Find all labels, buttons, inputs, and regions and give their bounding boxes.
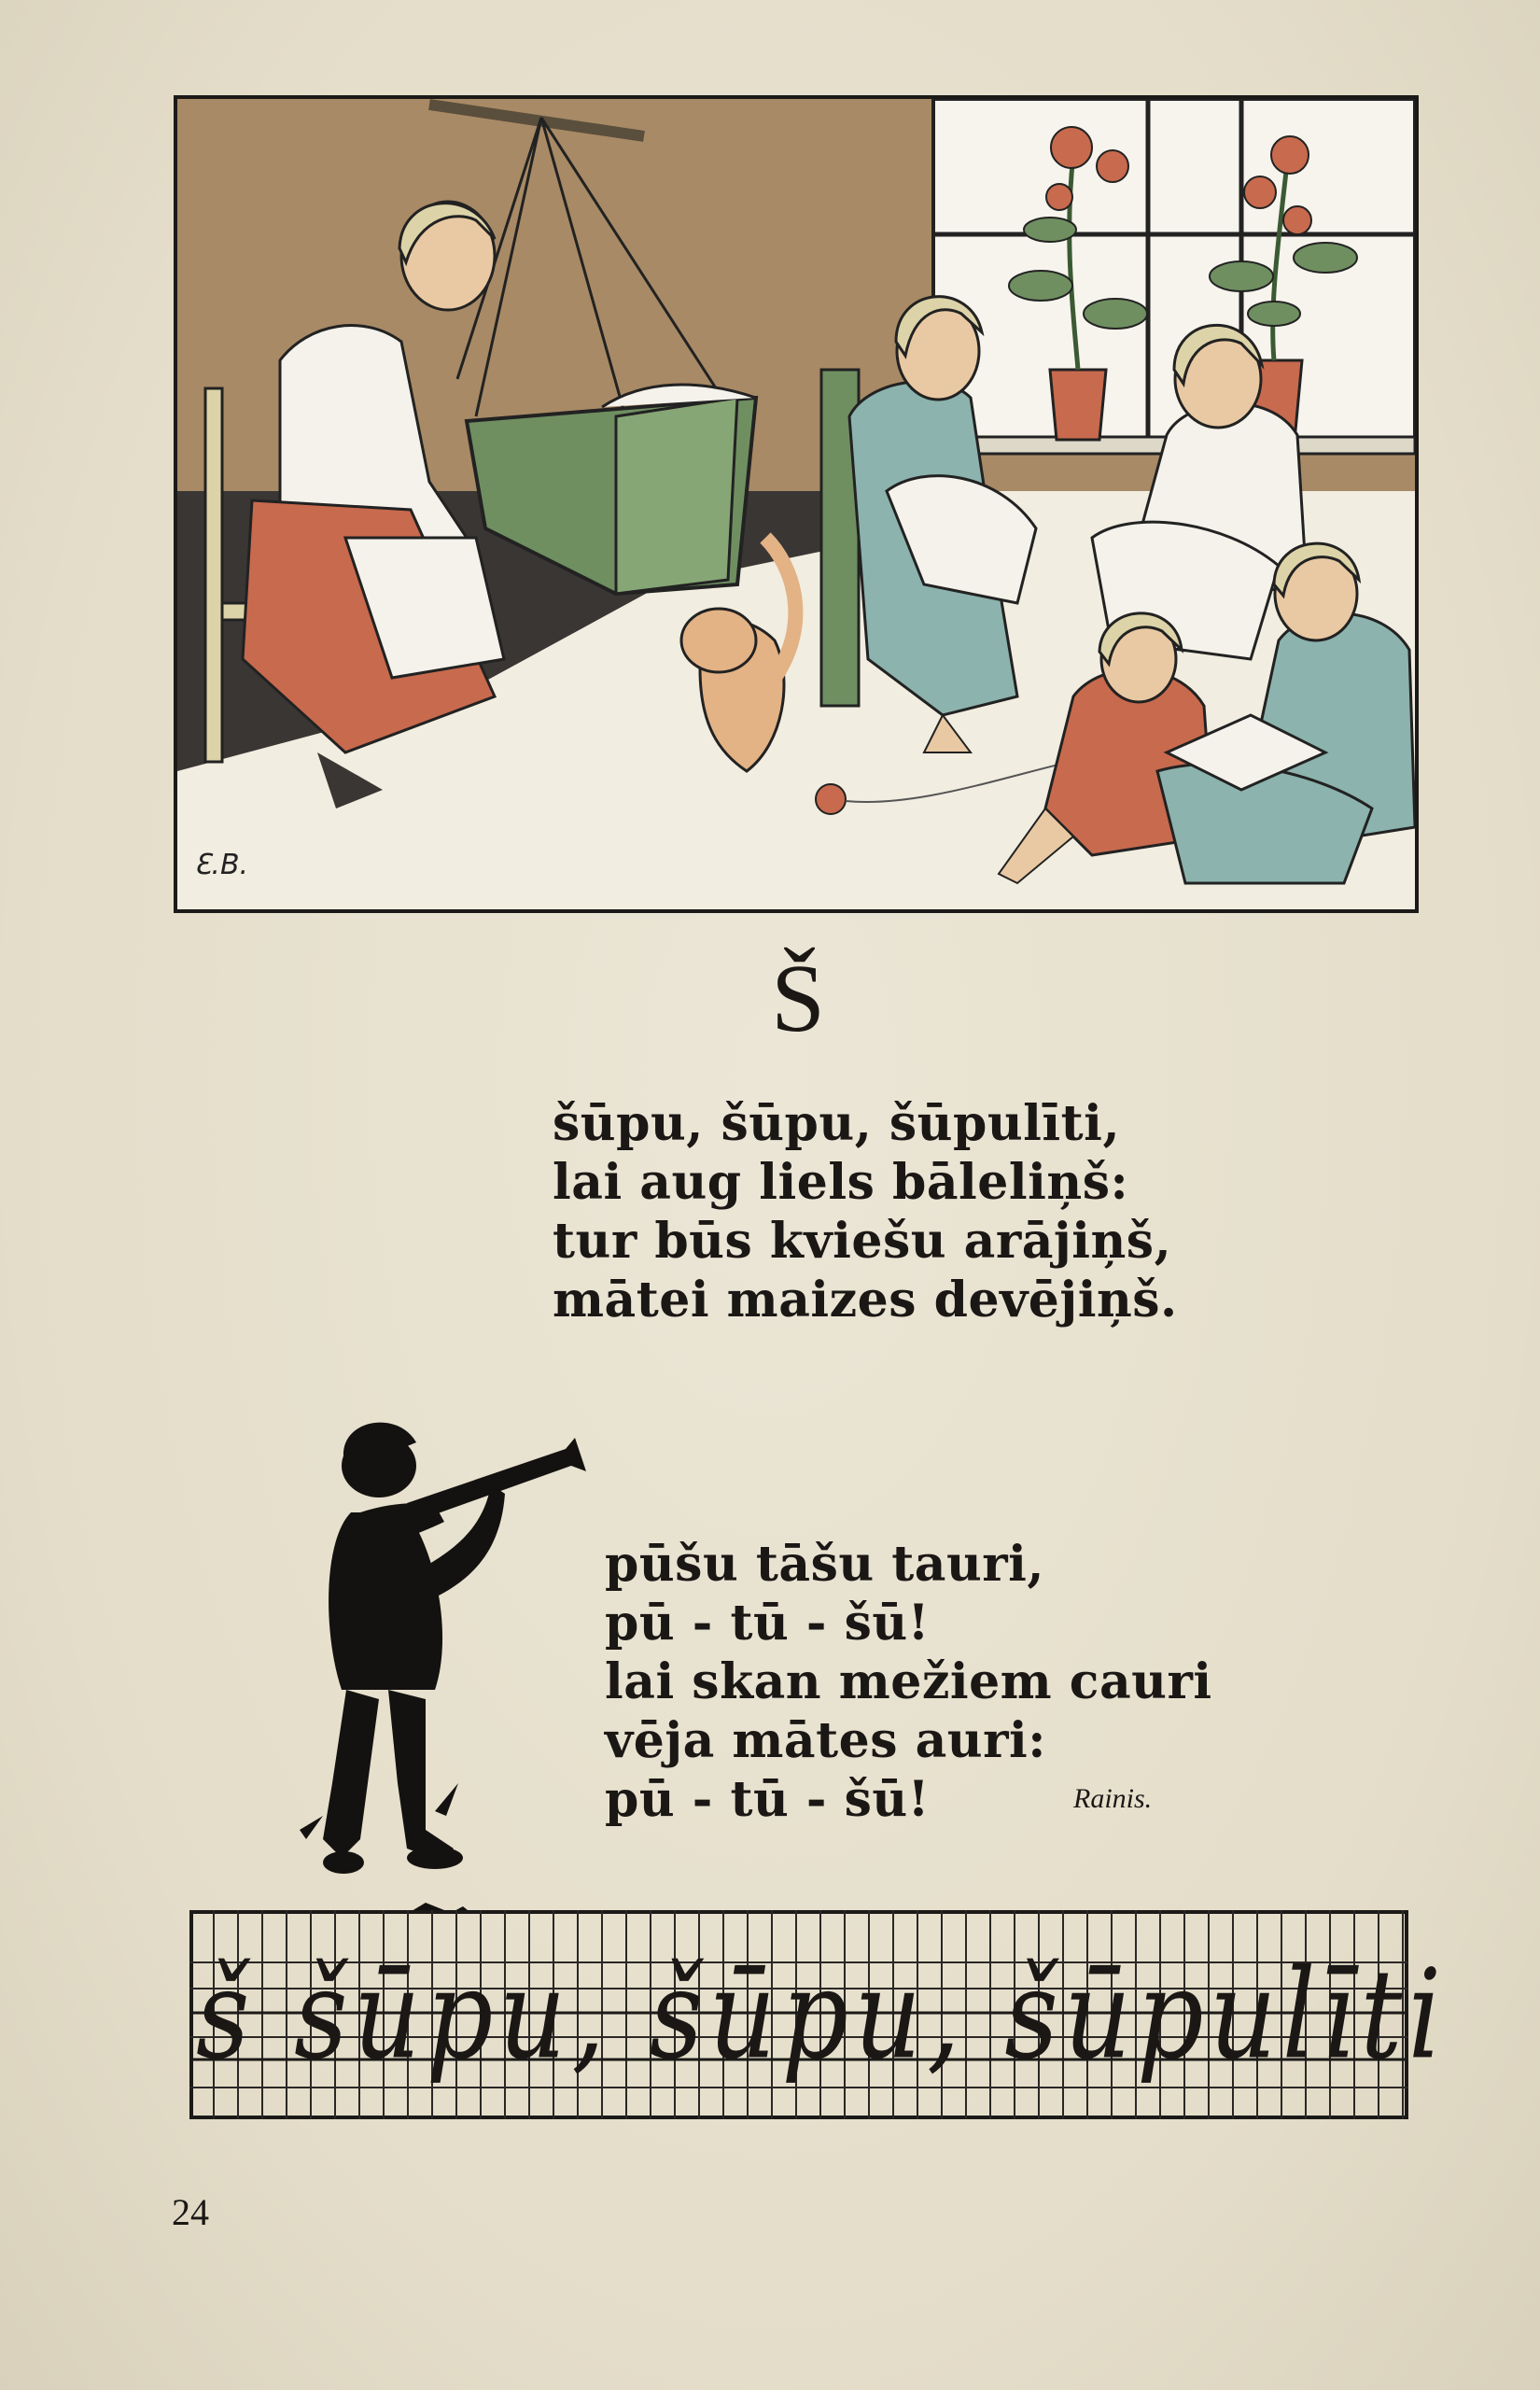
poem-line: šūpu, šūpu, šūpulīti, [553, 1095, 1121, 1152]
horn-player-silhouette [295, 1391, 594, 1914]
illustration-drawing [177, 99, 1415, 909]
poem-lullaby [553, 1094, 1178, 1329]
poem-line: pū - tū - šū! [605, 1771, 930, 1828]
page-number: 24 [172, 2191, 209, 2233]
poem-author: Rainis. [1073, 1783, 1153, 1814]
poem-line: pūšu tāšu tauri, [605, 1536, 1045, 1593]
illustration-family-scene [174, 95, 1419, 913]
poem-line: pū - tū - šū! [605, 1595, 930, 1652]
poem-line: lai aug liels bāleliņš: [553, 1154, 1129, 1211]
illustrator-signature: Ɛ.B. [194, 849, 249, 881]
poem-line: lai skan mežiem cauri [605, 1653, 1212, 1710]
handwriting-sample: š šūpu, šūpu, šūpulīti [196, 1943, 1448, 2088]
poem-line: mātei maizes devējiņš. [553, 1272, 1178, 1329]
window [924, 99, 1415, 454]
poem-line: vēja mātes auri: [605, 1712, 1046, 1769]
letter-heading: Š [771, 945, 825, 1052]
poem-line: tur būs kviešu arājiņš, [553, 1213, 1172, 1270]
